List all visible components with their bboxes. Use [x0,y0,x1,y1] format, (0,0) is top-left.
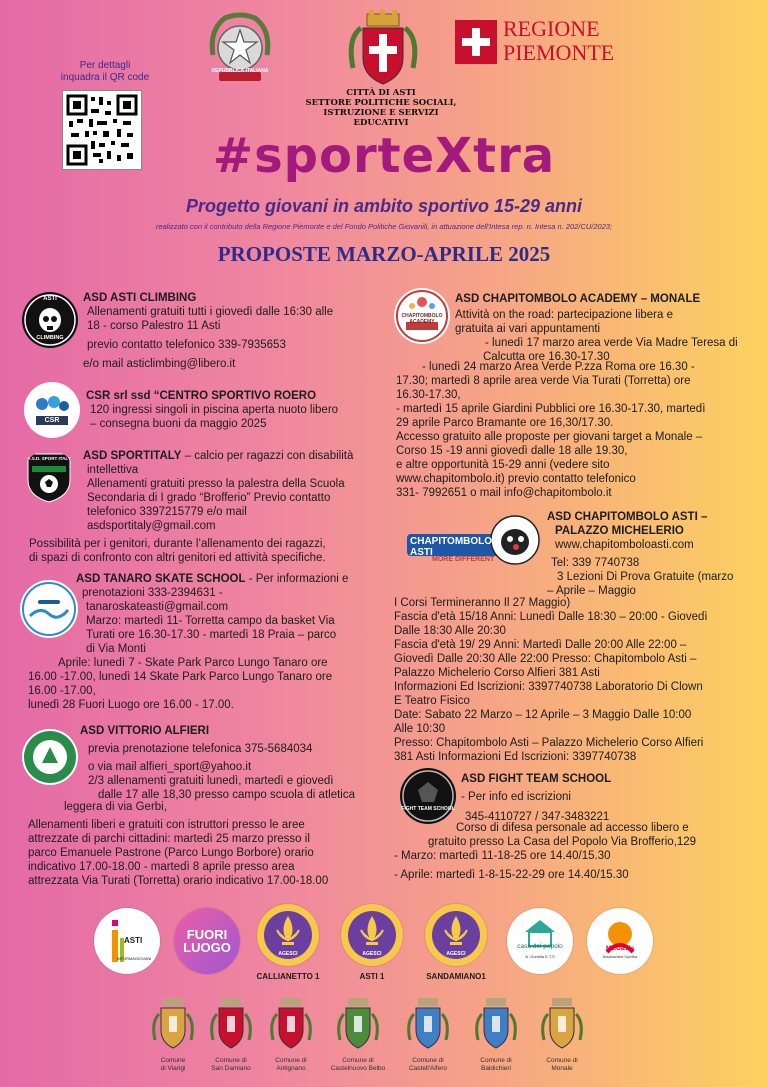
comune-crest: Comune di Antignano [263,996,319,1073]
alfieri-title: ASD VITTORIO ALFIERI [80,725,210,737]
regione-piemonte-logo: REGIONE PIEMONTE [455,18,625,66]
alfieri-parks: leggera di via Gerbi, Allenamenti liberi e gratuiti con istruttori presso le aree attrezzate di parchi cittadini: martedì 25 marzo presso il parco Emanuele Pastrone (Parco Lungo Borbore) orario indicativo 17.00-18.00 - martedì 8 aprile presso area attrezzata Via Turati (Torretta) orario indicativo 17.00-18.00 [28,801,329,887]
comune-crest-icon [334,996,382,1052]
tanaro-skate-logo [20,580,78,638]
poster: Per dettagli inquadra il QR code REPUBBLICA ITALIANA CITTÀ DI ASTI SETTORE POLITICHE SOCIALI, ISTRUZIONE E SERVIZI EDUCATIVI REGIONE PIEMONTE #sporteXtra Progetto giovani in ambito sportivo 15-29 anni realizzato con il contributo della Regione Piemonte e del Fondo Politiche Giovanili, in attuazione dell'Intesa rep. n. Intesa n. 202/CU/2023; PROPOSTE MARZO-APRILE 2025 ASTI CLIMBING ASD ASTI CLIMBING Allenamenti gratuiti tutti i giovedì dalle 16:30 alle 18 - corso Palestro 11 Asti previo contatto telefonico 339-7935653 e/o mail asticlimbing@libero.it CSR CSR srl ssd “CENTRO SPORTIVO ROERO 120 ingressi singoli in piscina aperta nuoto libero – consegna buoni da maggio 2025 A.S.D. SPORT ITALY ASD SPORTITALY – calcio per ragazzi con disabilità intellettiva Allenamenti gratuiti presso la palestra della Scuola Secondaria di I grado “Brofferio” Previo contatto telefonico 3397215779 e/o mail asdsportitaly@gmail.com Possibilità per i genitori, durante l’allenamento dei ragazzi, di spazi di confronto con altri genitori ed attività specifiche. ASD TANARO SKATE SCHOOL - Per informazioni e prenotazioni 333-2394631 - tanaroskateasti@gmail.com Marzo: martedì 11- Torretta campo da basket Via Turati ore 16.30-17.30 - martedì 18 Praia – parco di Via Monti Aprile: lunedì 7 - Skate Park Parco Lungo Tanaro ore 16.00 -17.00, lunedì 14 Skate Park Parco Lungo Tanaro ore 16.00 -17.00, lunedì 28 Fuori Luogo ore 16.00 - 17.00. ASD VITTORIO ALFIERI previa prenotazione telefonica 375-5684034 o via mail alfieri_sport@yahoo.it 2/3 allenamenti gratuiti lunedì, martedì e giovedì dalle 17 alle 18,30 presso campo scuola di atletica leggera di via Gerbi, Allenamenti liberi e gratuiti con istruttori presso le aree attrezzate di parchi cittadini: martedì 25 marzo presso il parco Emanuele Pastrone (Parco Lungo Borbore) orario indicativo 17.00-18.00 - martedì 8 aprile presso area attrezzata Via Turati (Torretta) orario indicativo 17.00-18.00 CHAPITOMBOLO ACADEMY ASD CHAPITOMBOLO ACADEMY – MONALE Attività on the road: partecipazione libera e gratuita ai vari appuntamenti - lunedì 17 marzo area verde Via Madre Teresa di Calcutta ore 16.30-17.30 - lunedì 24 marzo Area Verde P.zza Roma ore 16.30 - 17.30; martedì 8 aprile area verde Via Turati (Torretta) ore 16.30-17.30, - martedì 15 aprile Giardini Pubblici ore 16.30-17.30, martedì 29 aprile Parco Bramante ore 16,30/17.30. Accesso gratuito alle proposte per giovani target a Monale – Corso 15 -19 anni giovedì dalle 18 alle 19.30, e altre opportunità 15-29 anni (vedere sito www.chapitombolo.it) previo contatto telefonico 331- 7992651 o mail info@chapitombolo.it CHAPITOMBOLO ASTI MORE DIFFERENT ASD CHAPITOMBOLO ASTI – PALAZZO MICHELERIO www.chapitomboloasti.com Tel: 339 7740738 3 Lezioni Di Prova Gratuite (marzo – Aprile – Maggio I Corsi Termineranno Il 27 Maggio) Fascia d'età 15/18 Anni: Lunedì Dalle 18:30 – 20:00 - Giovedì Dalle 18:30 Alle 20:30 Fascia d'età 19/ 29 Anni: Martedì Dalle 20:00 Alle 22:00 – Giovedì Dalle 20:30 Alle 22:00 Presso: Chapitombolo Asti – Palazzo Michelerio Corso Alfieri 381 Asti Informazioni Ed Iscrizioni: 3397740738 Laboratorio Di Clown E Teatro Fisico Date: Sabato 22 Marzo – 12 Aprile – 3 Maggio Dalle 10:00 Alle 10:30 Presso: Chapitombolo Asti – Palazzo Michelerio Corso Alfieri 381 Asti Informazioni Ed Iscrizioni: 3397740738 FIGHT TEAM SCHOOL ASD FIGHT TEAM SCHOOL - Per info ed iscrizioni 345-4110727 / 347-3483221 Corso di difesa personale ad accesso libero e gratuito presso La Casa del Popolo Via Brofferio,129 - Marzo: martedì 11-18-25 ore 14.40/15.30 - Aprile: martedì 1-8-15-22-29 ore 14.40/15.30 ASTI INFORMAGIOVANI FUORI LUOGO AGESCI CALLIANETTO 1 AGESCI ASTI 1 AGESCI SANDAMIANO1 casa del popolo A. Gonella E.T.S Ma.Ga.Ma Associazione Sportiva Comune di Viarigi Comune di San Damiano Comune di Antignano Comune di Castelnuovo Belbo Comune di Castell'Alfero Comune di Baldichieri Comune di Monale [0,0,768,1087]
comune-crest: Comune di Monale [534,996,590,1073]
italian-republic-emblem [205,10,275,90]
emblem-ribbon-text: REPUBBLICA ITALIANA [211,68,269,74]
fight-team-school-logo [400,768,456,824]
comune-crest-icon [267,996,315,1052]
csr-title: CSR srl ssd “CENTRO SPORTIVO ROERO [86,390,317,402]
subtitle: Progetto giovani in ambito sportivo 15-29 anni [185,196,583,216]
comune-crest: Comune di Baldichieri [468,996,524,1073]
comune-crest: Comune di Castelnuovo Belbo [330,996,386,1073]
vittorio-alfieri-logo [22,729,78,785]
monale-title: ASD CHAPITOMBOLO ACADEMY – MONALE [455,293,701,305]
tanaro-april: Aprile: lunedì 7 - Skate Park Parco Lungo Tanaro ore 16.00 -17.00, lunedì 14 Skate Park Parco Lungo Tanaro ore 16.00 -17.00, lunedì 28 Fuori Luogo ore 16.00 - 17.00. [28,657,333,711]
monale-block: ASD CHAPITOMBOLO ACADEMY – MONALE Attività on the road: partecipazione libera e gratuita ai vari appuntamenti - lunedì 17 marzo area verde Via Madre Teresa di Calcutta ore 16.30-17.30 [455,292,755,364]
fight-block: ASD FIGHT TEAM SCHOOL - Per info ed iscrizioni 345-4110727 / 347-3483221 [461,772,751,824]
casa-del-popolo-logo [507,908,573,974]
comune-crest: Comune di San Damiano [203,996,259,1073]
alfieri-block: ASD VITTORIO ALFIERI previa prenotazione telefonica 375-5684034 o via mail alfieri_sport@yahoo.it 2/3 allenamenti gratuiti lunedì, martedì e giovedì dalle 17 alle 18,30 presso campo scuola di atletica [80,724,390,802]
funding-note: realizzato con il contributo della Regione Piemonte e del Fondo Politiche Giovanili, in attuazione dell'Intesa rep. n. Intesa n. 202/CU/2023; [155,222,613,231]
qr-caption: Per dettagli inquadra il QR code [60,60,150,83]
comune-crest: Comune di Castell'Alfero [400,996,456,1073]
fight-title: ASD FIGHT TEAM SCHOOL [461,773,612,785]
proposals-heading: PROPOSTE MARZO-APRILE 2025 [217,242,551,266]
michelerio-title: ASD CHAPITOMBOLO ASTI – [547,511,708,523]
michelerio-schedule: I Corsi Termineranno Il 27 Maggio) Fascia d'età 15/18 Anni: Lunedì Dalle 18:30 – 20:00 - Giovedì Dalle 18:30 Alle 20:30 Fascia d'età 19/ 29 Anni: Martedì Dalle 20:00 Alle 22:00 – Giovedì Dalle 20:30 Alle 22:00 Presso: Chapitombolo Asti – Palazzo Michelerio Corso Alfieri 381 Asti Informazioni Ed Iscrizioni: 3397740738 Laboratorio Di Clown E Teatro Fisico Date: Sabato 22 Marzo – 12 Aprile – 3 Maggio Dalle 10:00 Alle 10:30 Presso: Chapitombolo Asti – Palazzo Michelerio Corso Alfieri 381 Asti Informazioni Ed Iscrizioni: 3397740738 [394,597,708,763]
fuori-luogo-text: FUORI LUOGO [183,927,231,955]
asti-climbing-block: ASD ASTI CLIMBING Allenamenti gratuiti tutti i giovedì dalle 16:30 alle 18 - corso Palestro 11 Asti previo contatto telefonico 339-7935653 e/o mail asticlimbing@libero.it [83,291,383,371]
comune-crest: Comune di Viarigi [145,996,201,1073]
magama-logo [587,908,653,974]
csr-logo [24,382,80,438]
sportitaly-footer: Possibilità per i genitori, durante l’allenamento dei ragazzi, di spazi di confronto con altri genitori ed attività specifiche. [29,538,326,564]
sportitaly-title: ASD SPORTITALY [83,450,182,462]
tanaro-title: ASD TANARO SKATE SCHOOL [76,573,246,585]
csr-block: CSR srl ssd “CENTRO SPORTIVO ROERO 120 ingressi singoli in piscina aperta nuoto libero – consegna buoni da maggio 2025 [86,389,386,431]
sportitaly-block: ASD SPORTITALY – calcio per ragazzi con disabilità intellettiva Allenamenti gratuiti presso la palestra della Scuola Secondaria di I grado “Brofferio” Previo contatto telefonico 3397215779 e/o mail asdsportitaly@gmail.com [83,450,354,532]
comune-crest-icon [404,996,452,1052]
monale-schedule: - lunedì 24 marzo Area Verde P.zza Roma ore 16.30 - 17.30; martedì 8 aprile area verde Via Turati (Torretta) ore 16.30-17.30, - martedì 15 aprile Giardini Pubblici ore 16.30-17.30, martedì 29 aprile Parco Bramante ore 16,30/17.30. Accesso gratuito alle proposte per giovani target a Monale – Corso 15 -19 anni giovedì dalle 18 alle 19.30, e altre opportunità 15-29 anni (vedere sito www.chapitombolo.it) previo contatto telefonico 331- 7992651 o mail info@chapitombolo.it [396,361,706,499]
main-title: #sporteXtra [212,128,556,184]
tanaro-block: ASD TANARO SKATE SCHOOL - Per informazioni e prenotazioni 333-2394631 - tanaroskateasti@gmail.com Marzo: martedì 11- Torretta campo da basket Via Turati ore 16.30-17.30 - martedì 18 Praia – parco di Via Monti [76,573,349,655]
fight-schedule: Corso di difesa personale ad accesso libero e gratuito presso La Casa del Popolo Via Brofferio,129 - Marzo: martedì 11-18-25 ore 14.40/15.30 - Aprile: martedì 1-8-15-22-29 ore 14.40/15.30 [394,822,697,881]
city-department: CITTÀ DI ASTI SETTORE POLITICHE SOCIALI, ISTRUZIONE E SERVIZI EDUCATIVI [305,88,457,128]
piemonte-flag-icon [455,20,497,64]
asti-climbing-title: ASD ASTI CLIMBING [83,292,197,304]
michelerio-header: ASD CHAPITOMBOLO ASTI – PALAZZO MICHELERIO www.chapitomboloasti.com Tel: 339 7740738 3 Lezioni Di Prova Gratuite (marzo – Aprile – Maggio [547,510,762,598]
asti-coat-of-arms [343,8,423,90]
comune-crest-icon [472,996,520,1052]
comune-crest-icon [149,996,197,1052]
comune-crest-icon [207,996,255,1052]
comune-crest-icon [538,996,586,1052]
